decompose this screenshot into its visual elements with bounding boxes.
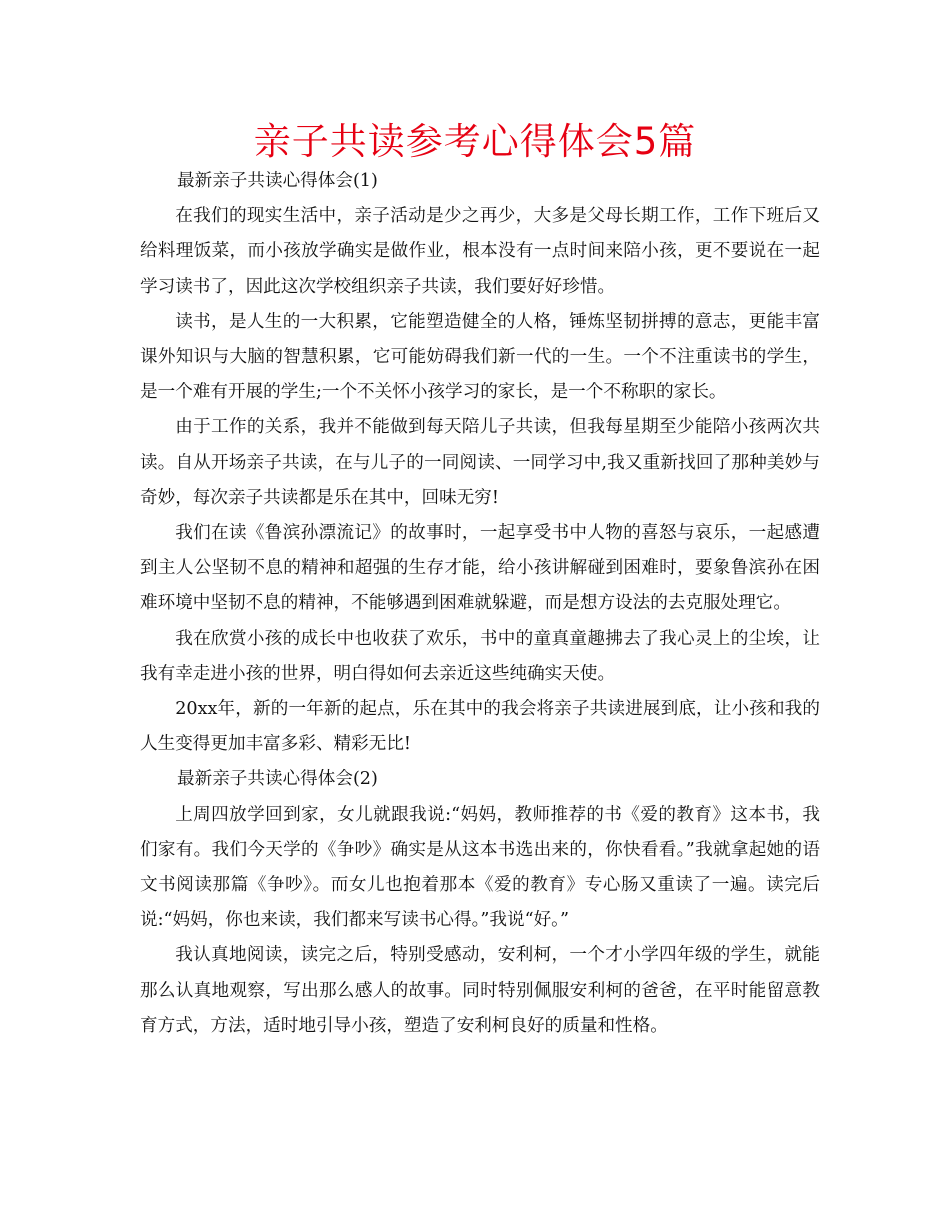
paragraph: 我认真地阅读，读完之后，特别受感动，安利柯，一个才小学四年级的学生，就能那么认真地观察，写出那么感人的故事。同时特别佩服安利柯的爸爸，在平时能留意教育方式，方法，适时地引导小孩，塑造了安利柯良好的质量和性格。: [140, 945, 820, 1036]
section-heading-1: 最新亲子共读心得体会(1): [177, 171, 378, 191]
paragraph: 我在欣赏小孩的成长中也收获了欢乐，书中的童真童趣拂去了我心灵上的尘埃，让我有幸走进小孩的世界，明白得如何去亲近这些纯确实天使。: [140, 628, 820, 684]
paragraph: 由于工作的关系，我并不能做到每天陪儿子共读，但我每星期至少能陪小孩两次共读。自从开场亲子共读，在与儿子的一同阅读、一同学习中,我又重新找回了那种美妙与奇妙，每次亲子共读都是乐在其中，回味无穷!: [140, 417, 820, 508]
paragraph: 我们在读《鲁滨孙漂流记》的故事时，一起享受书中人物的喜怒与哀乐，一起感遭到主人公坚韧不息的精神和超强的生存才能，给小孩讲解碰到困难时，要象鲁滨孙在困难环境中坚韧不息的精神，不能够遇到困难就躲避，而是想方设法的去克服处理它。: [140, 523, 820, 614]
paragraph: 20xx年，新的一年新的起点，乐在其中的我会将亲子共读进展到底，让小孩和我的人生变得更加丰富多彩、精彩无比!: [140, 699, 820, 755]
paragraph: 读书，是人生的一大积累，它能塑造健全的人格，锤炼坚韧拼搏的意志，更能丰富课外知识与大脑的智慧积累，它可能妨碍我们新一代的一生。一个不注重读书的学生，是一个难有开展的学生;一个不关怀小孩学习的家长，是一个不称职的家长。: [140, 311, 820, 403]
section-heading-2: 最新亲子共读心得体会(2): [177, 769, 378, 790]
paragraph: 在我们的现实生活中，亲子活动是少之再少，大多是父母长期工作，工作下班后又给料理饭菜，而小孩放学确实是做作业，根本没有一点时间来陪小孩，更不要说在一起学习读书了，因此这次学校组织亲子共读，我们要好好珍惜。: [140, 206, 820, 297]
document-body: [140, 164, 820, 1044]
paragraph: 上周四放学回到家，女儿就跟我说:“妈妈，教师推荐的书《爱的教育》这本书，我们家有。我们今天学的《争吵》确实是从这本书选出来的，你快看看。”我就拿起她的语文书阅读那篇《争吵》。而女儿也抱着那本《爱的教育》专心肠又重读了一遍。读完后说:“妈妈，你也来读，我们都来写读书心得。”我说“好。”: [140, 804, 820, 931]
document-title: 亲子共读参考心得体会5篇: [253, 120, 697, 163]
